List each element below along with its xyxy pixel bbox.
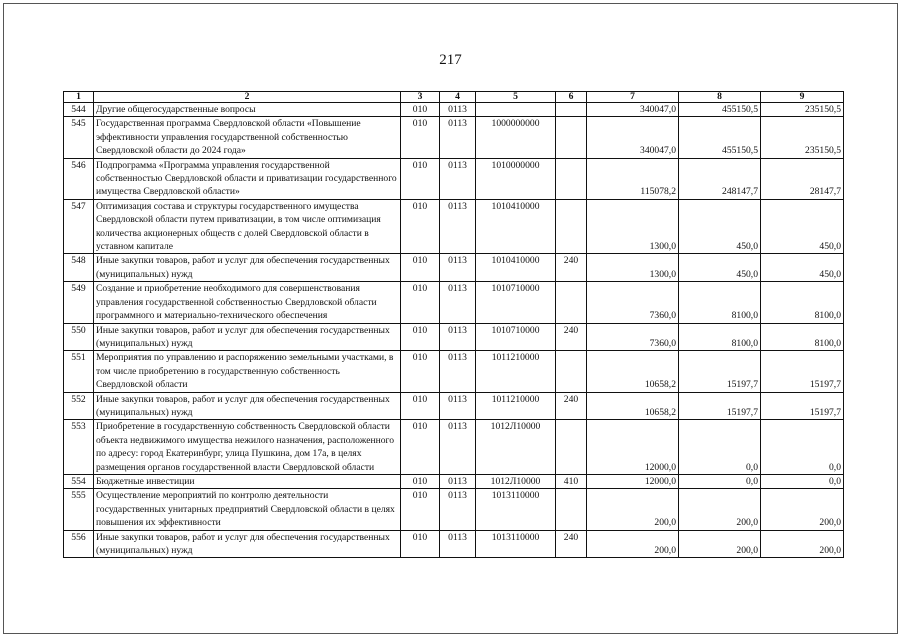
amount-year3-cell: 450,0: [761, 254, 844, 282]
amount-year3-cell: 8100,0: [761, 323, 844, 351]
row-number-cell: 551: [64, 351, 94, 392]
row-number-cell: 549: [64, 282, 94, 323]
row-number-cell: 546: [64, 158, 94, 199]
section-code-cell: 0113: [440, 254, 476, 282]
amount-year2-cell: 450,0: [679, 199, 761, 254]
ministry-code-cell: 010: [401, 474, 440, 488]
ministry-code-cell: 010: [401, 323, 440, 351]
row-name-cell: Оптимизация состава и структуры государственного имущества Свердловской области путем приватизации, в том числе оптимизация количества акционерных обществ с долей Свердловской области в уставном капитале: [94, 199, 401, 254]
table-row: [64, 282, 844, 323]
amount-year1-cell: 1300,0: [587, 254, 679, 282]
ministry-code-cell: 010: [401, 351, 440, 392]
amount-year2-cell: 8100,0: [679, 323, 761, 351]
amount-year2-cell: 455150,5: [679, 103, 761, 117]
amount-year1-cell: 340047,0: [587, 117, 679, 158]
ministry-code-cell: 010: [401, 489, 440, 530]
amount-year2-cell: 8100,0: [679, 282, 761, 323]
row-name-cell: Иные закупки товаров, работ и услуг для обеспечения государственных (муниципальных) нужд: [94, 392, 401, 420]
table-row: [64, 351, 844, 392]
section-code-cell: 0113: [440, 392, 476, 420]
row-name-cell: Бюджетные инвестиции: [94, 474, 401, 488]
amount-year3-cell: 8100,0: [761, 282, 844, 323]
row-number-cell: 550: [64, 323, 94, 351]
budget-table: [63, 91, 844, 558]
header-cell: 7: [587, 92, 679, 103]
amount-year2-cell: 0,0: [679, 420, 761, 475]
expense-type-cell: [556, 199, 587, 254]
row-name-cell: Иные закупки товаров, работ и услуг для обеспечения государственных (муниципальных) нужд: [94, 323, 401, 351]
ministry-code-cell: 010: [401, 282, 440, 323]
ministry-code-cell: 010: [401, 199, 440, 254]
header-cell: 4: [440, 92, 476, 103]
amount-year2-cell: 200,0: [679, 489, 761, 530]
amount-year2-cell: 455150,5: [679, 117, 761, 158]
section-code-cell: 0113: [440, 282, 476, 323]
amount-year1-cell: 10658,2: [587, 392, 679, 420]
section-code-cell: 0113: [440, 489, 476, 530]
ministry-code-cell: 010: [401, 254, 440, 282]
row-number-cell: 548: [64, 254, 94, 282]
table-row: [64, 323, 844, 351]
expense-type-cell: 240: [556, 530, 587, 558]
row-name-cell: Приобретение в государственную собственность Свердловской области объекта недвижимого имущества нежилого назначения, расположенного по адресу: город Екатеринбург, улица Пушкина, дом 17а, в целях размещения органов государственной власти Свердловской области: [94, 420, 401, 475]
amount-year1-cell: 115078,2: [587, 158, 679, 199]
row-name-cell: Иные закупки товаров, работ и услуг для обеспечения государственных (муниципальных) нужд: [94, 254, 401, 282]
ministry-code-cell: 010: [401, 158, 440, 199]
row-number-cell: 547: [64, 199, 94, 254]
table-row: [64, 117, 844, 158]
amount-year2-cell: 0,0: [679, 474, 761, 488]
section-code-cell: 0113: [440, 420, 476, 475]
expense-type-cell: [556, 351, 587, 392]
amount-year1-cell: 200,0: [587, 489, 679, 530]
section-code-cell: 0113: [440, 199, 476, 254]
row-name-cell: Подпрограмма «Программа управления государственной собственностью Свердловской области и приватизации государственного имущества Свердловской области»: [94, 158, 401, 199]
header-row: [64, 92, 844, 103]
header-cell: 5: [476, 92, 556, 103]
amount-year3-cell: 200,0: [761, 530, 844, 558]
amount-year3-cell: 28147,7: [761, 158, 844, 199]
expense-type-cell: [556, 117, 587, 158]
target-article-cell: 1010000000: [476, 158, 556, 199]
table-row: [64, 199, 844, 254]
row-number-cell: 552: [64, 392, 94, 420]
table-row: [64, 254, 844, 282]
row-name-cell: Осуществление мероприятий по контролю деятельности государственных унитарных предприятий Свердловской области в целях повышения их эффективности: [94, 489, 401, 530]
header-cell: 9: [761, 92, 844, 103]
header-cell: 2: [94, 92, 401, 103]
amount-year1-cell: 12000,0: [587, 420, 679, 475]
expense-type-cell: [556, 489, 587, 530]
table-row: [64, 489, 844, 530]
header-cell: 1: [64, 92, 94, 103]
header-cell: 3: [401, 92, 440, 103]
page-number: 217: [439, 52, 462, 68]
amount-year3-cell: 450,0: [761, 199, 844, 254]
target-article-cell: 1010710000: [476, 323, 556, 351]
target-article-cell: 1010710000: [476, 282, 556, 323]
row-number-cell: 544: [64, 103, 94, 117]
section-code-cell: 0113: [440, 530, 476, 558]
target-article-cell: 1012Л10000: [476, 474, 556, 488]
row-name-cell: Государственная программа Свердловской области «Повышение эффективности управления государственной собственностью Свердловской области до 2024 года»: [94, 117, 401, 158]
ministry-code-cell: 010: [401, 117, 440, 158]
table-row: [64, 392, 844, 420]
expense-type-cell: [556, 282, 587, 323]
expense-type-cell: [556, 103, 587, 117]
amount-year2-cell: 248147,7: [679, 158, 761, 199]
amount-year3-cell: 0,0: [761, 420, 844, 475]
expense-type-cell: 240: [556, 254, 587, 282]
target-article-cell: 1000000000: [476, 117, 556, 158]
amount-year2-cell: 15197,7: [679, 392, 761, 420]
row-number-cell: 555: [64, 489, 94, 530]
expense-type-cell: [556, 158, 587, 199]
amount-year3-cell: 15197,7: [761, 392, 844, 420]
ministry-code-cell: 010: [401, 103, 440, 117]
target-article-cell: 1011210000: [476, 351, 556, 392]
section-code-cell: 0113: [440, 351, 476, 392]
amount-year1-cell: 7360,0: [587, 282, 679, 323]
target-article-cell: 1010410000: [476, 254, 556, 282]
row-number-cell: 556: [64, 530, 94, 558]
table-row: [64, 474, 844, 488]
table-row: [64, 420, 844, 475]
amount-year1-cell: 200,0: [587, 530, 679, 558]
table-row: [64, 158, 844, 199]
row-number-cell: 545: [64, 117, 94, 158]
table-row: [64, 530, 844, 558]
ministry-code-cell: 010: [401, 420, 440, 475]
amount-year1-cell: 12000,0: [587, 474, 679, 488]
amount-year1-cell: 340047,0: [587, 103, 679, 117]
row-name-cell: Мероприятия по управлению и распоряжению земельными участками, в том числе приобретению в государственную собственность Свердловской области: [94, 351, 401, 392]
section-code-cell: 0113: [440, 158, 476, 199]
ministry-code-cell: 010: [401, 392, 440, 420]
target-article-cell: 1013110000: [476, 530, 556, 558]
expense-type-cell: 240: [556, 323, 587, 351]
row-number-cell: 553: [64, 420, 94, 475]
amount-year3-cell: 0,0: [761, 474, 844, 488]
amount-year1-cell: 10658,2: [587, 351, 679, 392]
target-article-cell: 1013110000: [476, 489, 556, 530]
target-article-cell: 1012Л10000: [476, 420, 556, 475]
row-name-cell: Иные закупки товаров, работ и услуг для обеспечения государственных (муниципальных) нужд: [94, 530, 401, 558]
amount-year2-cell: 200,0: [679, 530, 761, 558]
amount-year3-cell: 235150,5: [761, 103, 844, 117]
target-article-cell: [476, 103, 556, 117]
target-article-cell: 1011210000: [476, 392, 556, 420]
row-name-cell: Создание и приобретение необходимого для совершенствования управления государственной собственностью Свердловской области программного и материально-технического обеспечения: [94, 282, 401, 323]
header-cell: 6: [556, 92, 587, 103]
table-body: [64, 103, 844, 558]
target-article-cell: 1010410000: [476, 199, 556, 254]
amount-year1-cell: 1300,0: [587, 199, 679, 254]
header-cell: 8: [679, 92, 761, 103]
amount-year2-cell: 450,0: [679, 254, 761, 282]
amount-year3-cell: 200,0: [761, 489, 844, 530]
expense-type-cell: 240: [556, 392, 587, 420]
amount-year3-cell: 15197,7: [761, 351, 844, 392]
amount-year3-cell: 235150,5: [761, 117, 844, 158]
amount-year2-cell: 15197,7: [679, 351, 761, 392]
row-name-cell: Другие общегосударственные вопросы: [94, 103, 401, 117]
table-row: [64, 103, 844, 117]
row-number-cell: 554: [64, 474, 94, 488]
section-code-cell: 0113: [440, 323, 476, 351]
expense-type-cell: [556, 420, 587, 475]
amount-year1-cell: 7360,0: [587, 323, 679, 351]
document-page: [3, 3, 898, 634]
section-code-cell: 0113: [440, 474, 476, 488]
ministry-code-cell: 010: [401, 530, 440, 558]
expense-type-cell: 410: [556, 474, 587, 488]
section-code-cell: 0113: [440, 103, 476, 117]
table-header: [64, 92, 844, 103]
section-code-cell: 0113: [440, 117, 476, 158]
